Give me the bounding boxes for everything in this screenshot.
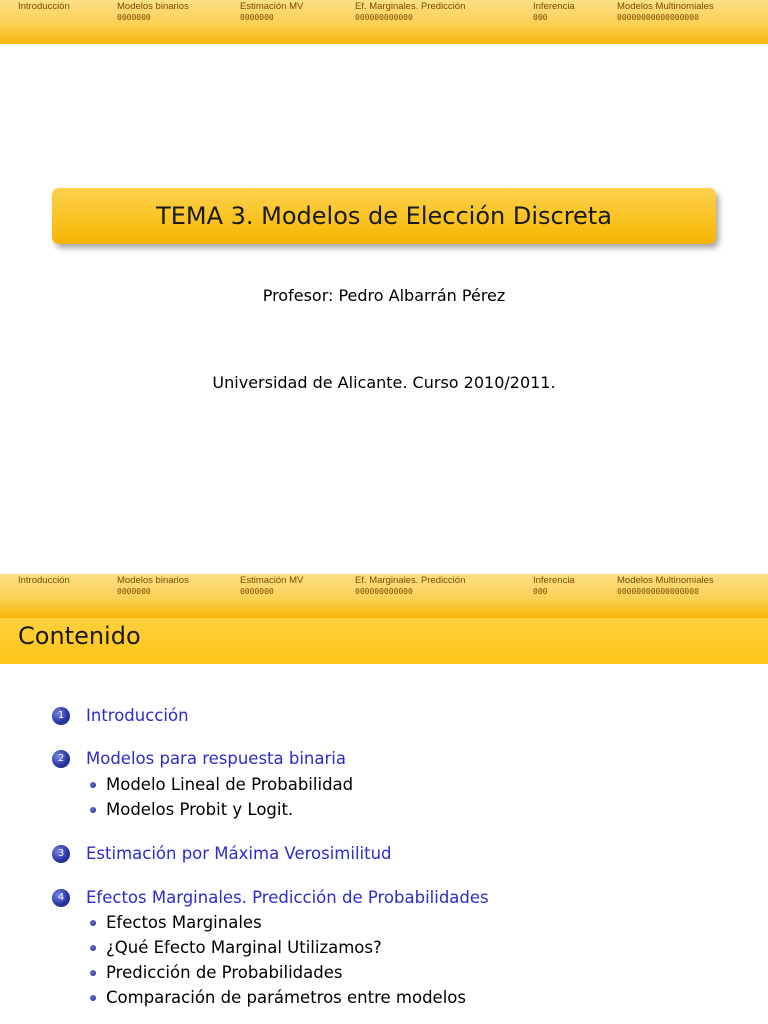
nav-bar — [0, 0, 768, 44]
nav-label: Modelos Multinomiales — [617, 575, 714, 586]
nav-item-modelos-binarios[interactable] — [117, 0, 189, 23]
nav-item-inferencia[interactable] — [533, 574, 575, 597]
bullet-icon — [90, 970, 96, 976]
frame-title: Contenido — [18, 622, 141, 650]
toc-subsection-label: Comparación de parámetros entre modelos — [106, 988, 466, 1007]
nav-item-modelos-multinomiales[interactable] — [617, 0, 714, 23]
nav-label: Introducción — [18, 575, 70, 586]
section-number-ball: 4 — [52, 889, 70, 907]
toc-subsection-label: Modelos Probit y Logit. — [106, 800, 294, 819]
nav-item-ef-marginales[interactable] — [355, 0, 465, 23]
nav-item-estimacion-mv[interactable] — [240, 574, 303, 597]
university-line: Universidad de Alicante. Curso 2010/2011. — [212, 373, 556, 392]
toc-subsection[interactable] — [90, 913, 262, 932]
slide-title: TEMA 3. Modelos de Elección Discreta — [156, 202, 612, 230]
toc-section-label: Introducción — [86, 706, 189, 725]
toc-section-2[interactable] — [52, 749, 346, 768]
section-number-ball: 1 — [52, 707, 70, 725]
nav-progress-dots: 000 — [533, 13, 548, 22]
toc-section-4[interactable] — [52, 888, 489, 907]
nav-item-modelos-multinomiales[interactable] — [617, 574, 714, 597]
nav-label: Modelos binarios — [117, 1, 189, 12]
toc-subsection-label: Efectos Marginales — [106, 913, 262, 932]
bullet-icon — [90, 920, 96, 926]
nav-progress-dots: 00000000000000000 — [617, 13, 699, 22]
nav-progress-dots: 0000000 — [117, 587, 151, 596]
nav-item-introduccion[interactable] — [18, 574, 70, 587]
toc-subsection[interactable] — [90, 963, 342, 982]
section-number-ball: 3 — [52, 845, 70, 863]
bullet-icon — [90, 995, 96, 1001]
nav-progress-dots: 0000000 — [240, 587, 274, 596]
toc-section-label: Estimación por Máxima Verosimilitud — [86, 844, 392, 863]
toc-section-1[interactable] — [52, 706, 189, 725]
nav-label: Ef. Marginales. Predicción — [355, 1, 466, 12]
nav-item-estimacion-mv[interactable] — [240, 0, 303, 23]
toc-subsection[interactable] — [90, 938, 382, 957]
nav-progress-dots: 000000000000 — [355, 13, 413, 22]
nav-progress-dots: 0000000 — [240, 13, 274, 22]
nav-item-ef-marginales[interactable] — [355, 574, 465, 597]
toc-subsection[interactable] — [90, 988, 466, 1007]
bullet-icon — [90, 782, 96, 788]
nav-label: Inferencia — [533, 1, 575, 12]
bullet-icon — [90, 807, 96, 813]
nav-item-inferencia[interactable] — [533, 0, 575, 23]
toc-subsection-label: ¿Qué Efecto Marginal Utilizamos? — [106, 938, 382, 957]
toc-section-label: Modelos para respuesta binaria — [86, 749, 346, 768]
nav-progress-dots: 000000000000 — [355, 587, 413, 596]
nav-label: Modelos binarios — [117, 575, 189, 586]
toc-subsection-label: Modelo Lineal de Probabilidad — [106, 775, 354, 794]
professor-line: Profesor: Pedro Albarrán Pérez — [262, 286, 506, 305]
nav-label: Ef. Marginales. Predicción — [355, 575, 466, 586]
nav-progress-dots: 00000000000000000 — [617, 587, 699, 596]
bullet-icon — [90, 945, 96, 951]
nav-item-modelos-binarios[interactable] — [117, 574, 189, 597]
title-box — [52, 188, 716, 244]
toc-subsection-label: Predicción de Probabilidades — [106, 963, 343, 982]
nav-label: Estimación MV — [240, 1, 304, 12]
toc-subsection[interactable] — [90, 800, 293, 819]
nav-item-introduccion[interactable] — [18, 0, 70, 13]
toc-section-3[interactable] — [52, 844, 392, 863]
section-number-ball: 2 — [52, 750, 70, 768]
contents-slide — [0, 574, 768, 1024]
toc-subsection[interactable] — [90, 775, 353, 794]
nav-label: Inferencia — [533, 575, 575, 586]
nav-progress-dots: 0000000 — [117, 13, 151, 22]
nav-progress-dots: 000 — [533, 587, 548, 596]
nav-bar — [0, 574, 768, 618]
toc-section-label: Efectos Marginales. Predicción de Probabilidades — [86, 888, 489, 907]
nav-label: Modelos Multinomiales — [617, 1, 714, 12]
nav-label: Estimación MV — [240, 575, 304, 586]
nav-label: Introducción — [18, 1, 70, 12]
